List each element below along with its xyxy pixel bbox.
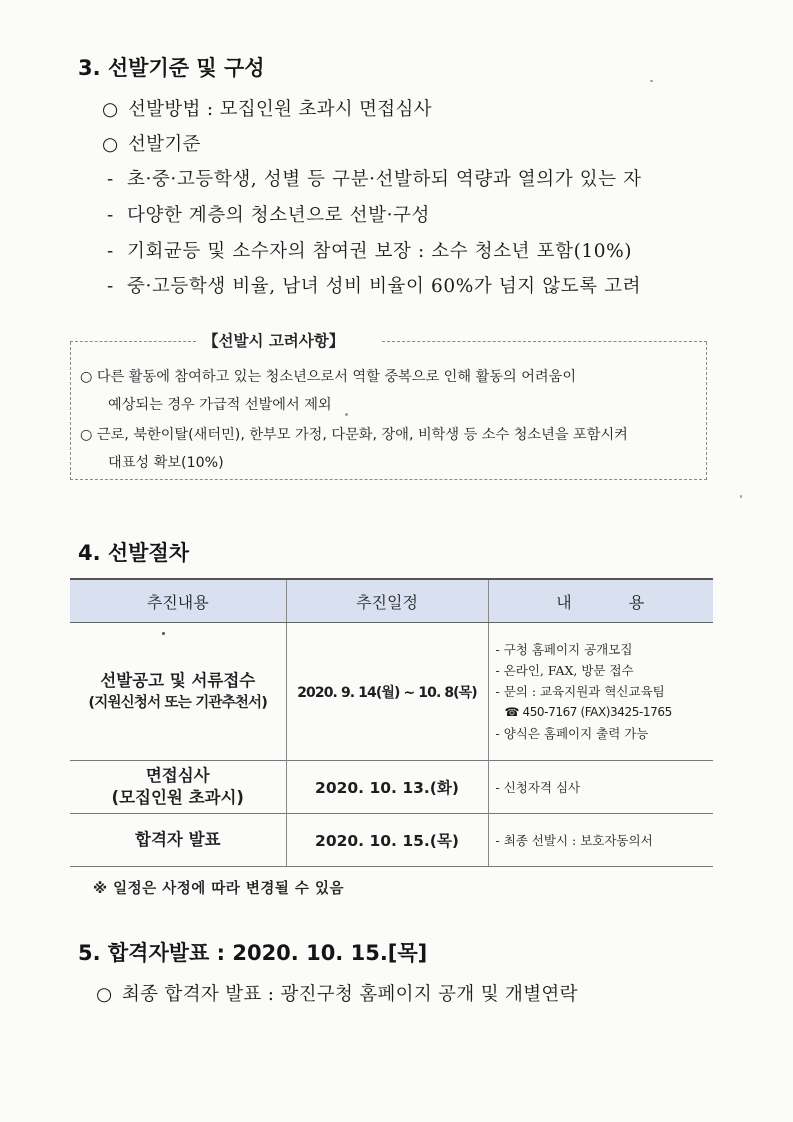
table-row xyxy=(70,814,713,867)
consideration-item-line: ○ 근로, 북한이탈(새터민), 한부모 가정, 다문화, 장애, 비학생 등 소수 청소년을 포함시켜 xyxy=(80,427,628,443)
circle-bullet-icon: ○ xyxy=(102,134,119,155)
circle-bullet-icon: ○ xyxy=(96,984,113,1005)
date-cell: 2020. 9. 14(월) ~ 10. 8(목) xyxy=(286,623,488,761)
selection-criteria-text: 선발기준 xyxy=(128,134,201,155)
scan-speck xyxy=(650,80,653,82)
selection-method-line xyxy=(102,95,432,121)
detail-item: - 온라인, FAX, 방문 접수 xyxy=(495,663,634,678)
consideration-item-line: 예상되는 경우 가급적 선발에서 제외 xyxy=(108,397,332,413)
selection-method-text: 선발방법 : 모집인원 초과시 면접심사 xyxy=(128,99,432,120)
detail-item: - 최종 선발시 : 보호자동의서 xyxy=(495,832,653,848)
criteria-bullet: - 중·고등학생 비율, 남녀 성비 비율이 60%가 넘지 않도록 고려 xyxy=(107,276,642,297)
schedule-table xyxy=(70,578,713,867)
considerations-box-title: 【선발시 고려사항】 xyxy=(203,332,345,350)
criteria-bullet: - 기회균등 및 소수자의 참여권 보장 : 소수 청소년 포함(10%) xyxy=(107,241,633,262)
table-row xyxy=(70,623,713,761)
item-cell xyxy=(70,761,286,814)
detail-item: - 구청 홈페이지 공개모집 xyxy=(495,642,633,657)
criteria-bullet-text: 기회균등 및 소수자의 참여권 보장 : 소수 청소년 포함(10%) xyxy=(127,241,633,262)
section4-title: 4. 선발절차 xyxy=(78,541,190,565)
criteria-bullet-text: 초·중·고등학생, 성별 등 구분·선발하되 역량과 열의가 있는 자 xyxy=(127,169,642,190)
item-label: 선발공고 및 서류접수 xyxy=(100,670,256,690)
item-label: 면접심사 xyxy=(145,766,210,785)
detail-cell xyxy=(488,623,713,761)
consideration-item-line: ○ 다른 활동에 참여하고 있는 청소년으로서 역할 중복으로 인해 활동의 어려움이 xyxy=(80,369,577,385)
header-cell: 추진내용 xyxy=(70,579,286,623)
detail-cell xyxy=(488,814,713,867)
criteria-bullet: - 초·중·고등학생, 성별 등 구분·선발하되 역량과 열의가 있는 자 xyxy=(107,169,642,190)
circle-bullet-icon: ○ xyxy=(102,99,119,120)
criteria-bullet-text: 다양한 계층의 청소년으로 선발·구성 xyxy=(127,205,430,226)
announcement-line xyxy=(96,980,578,1006)
item-sublabel: (지원신청서 또는 기관추천서) xyxy=(88,694,268,711)
scan-speck xyxy=(345,413,348,416)
section3-title: 3. 선발기준 및 구성 xyxy=(78,56,265,80)
selection-criteria-line xyxy=(102,130,201,156)
table-header-row xyxy=(70,579,713,623)
scan-speck xyxy=(740,495,742,498)
criteria-bullet: - 다양한 계층의 청소년으로 선발·구성 xyxy=(107,205,430,226)
date-cell: 2020. 10. 15.(목) xyxy=(286,814,488,867)
item-sublabel: (모집인원 초과시) xyxy=(111,788,244,807)
header-cell: 내 용 xyxy=(488,579,713,623)
item-label: 합격자 발표 xyxy=(135,830,221,849)
scan-speck xyxy=(162,632,165,635)
section5-title: 5. 합격자발표 : 2020. 10. 15.[목] xyxy=(78,941,428,965)
announcement-text: 최종 합격자 발표 : 광진구청 홈페이지 공개 및 개별연락 xyxy=(122,984,578,1005)
criteria-bullet-text: 중·고등학생 비율, 남녀 성비 비율이 60%가 넘지 않도록 고려 xyxy=(127,276,642,297)
header-cell: 추진일정 xyxy=(286,579,488,623)
detail-item: - 양식은 홈페이지 출력 가능 xyxy=(495,726,649,741)
detail-item: ☎ 450-7167 (FAX)3425-1765 xyxy=(504,705,672,719)
table-row xyxy=(70,761,713,814)
detail-item: - 신청자격 심사 xyxy=(495,779,581,795)
date-cell: 2020. 10. 13.(화) xyxy=(286,761,488,814)
consideration-item-line: 대표성 확보(10%) xyxy=(108,455,224,471)
detail-cell xyxy=(488,761,713,814)
item-cell xyxy=(70,814,286,867)
detail-item: - 문의 : 교육지원과 혁신교육팀 xyxy=(495,684,665,699)
item-cell xyxy=(70,623,286,761)
schedule-note: ※ 일정은 사정에 따라 변경될 수 있음 xyxy=(93,881,344,897)
